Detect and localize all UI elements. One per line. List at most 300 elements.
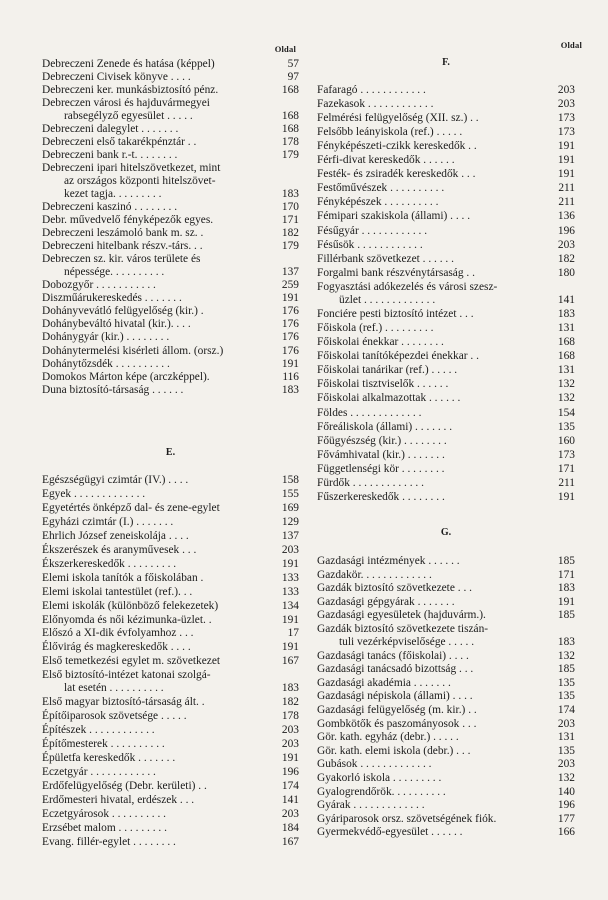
entry-title: Első biztosító-intézet katonai szolgá- [42,669,211,682]
entry-page-number: 196 [557,799,575,812]
index-entry [42,669,299,695]
entry-page-number: 168 [557,336,575,349]
entry-title: Domokos Márton képe (arczképpel). [42,370,210,383]
entry-page-number: 191 [557,595,575,608]
index-entry [317,718,575,731]
index-entry [317,168,575,181]
entry-page-number: 173 [557,112,575,125]
index-entry [317,449,575,462]
entry-title: Fényképészek . . . . . . . . . . [317,196,439,209]
entry-title: Elemi iskola tanítók a főiskolában . [42,571,204,584]
entry-title: Evang. fillér-egylet . . . . . . . . [42,835,176,848]
index-entry [42,214,299,227]
entry-title-continuation: kezet tagja. . . . . . . . . [64,188,162,201]
entry-title: Gazdasági akadémia . . . . . . . [317,676,451,689]
entry-title: Fazekasok . . . . . . . . . . . . [317,98,434,111]
entry-title: Fűszerkereskedők . . . . . . . . [317,490,445,503]
index-entry [42,696,299,709]
index-entry [317,308,575,321]
entry-page-number: 169 [281,501,299,514]
index-entry [42,808,299,821]
entry-title: Debreczen városi és hajduvármegyei [42,97,210,110]
entry-page-number: 196 [557,224,575,237]
index-entry [42,516,299,529]
index-entry [42,586,299,599]
entry-page-number: 135 [557,676,575,689]
entry-page-number: 176 [281,331,299,344]
index-entry [42,822,299,835]
entry-page-number: 135 [557,420,575,433]
index-entry [42,724,299,737]
entry-title: Erdőmesteri hivatal, erdészek . . . [42,794,195,807]
entry-page-number: 154 [557,406,575,419]
entry-page-number: 191 [557,168,575,181]
entry-title: Gubások . . . . . . . . . . . . . [317,758,432,771]
entry-title: Gazdasági gépgyárak . . . . . . . [317,595,455,608]
entry-page-number: 182 [281,696,299,709]
entry-title: Debreczeni kaszinó . . . . . . . . [42,201,178,214]
entry-page-number: 203 [557,98,575,111]
index-entry [42,766,299,779]
index-entry [317,786,575,799]
entry-page-number: 211 [558,196,575,209]
index-entry [42,794,299,807]
entry-title: Debreczeni Civisek könyve . . . . [42,71,191,84]
index-entry [42,292,299,305]
index-entry [42,58,299,71]
entry-title: Elemi iskolák (különböző felekezetek) [42,599,219,612]
entry-page-number: 132 [557,392,575,405]
entry-title: Diszműárukereskedés . . . . . . . [42,292,182,305]
entry-page-number: 191 [557,140,575,153]
entry-page-number: 131 [557,364,575,377]
index-entry [317,677,575,690]
entry-page-number: 168 [281,110,299,123]
index-entry [317,267,575,280]
entry-title: Fésűsök . . . . . . . . . . . . [317,238,423,251]
entry-title-continuation: rabsegélyző egyesület . . . . . [64,110,193,123]
entry-page-number: 176 [281,318,299,331]
entry-title: Felmérési felügyelőség (XII. sz.) . . [317,112,479,125]
entry-page-number: 203 [281,543,299,556]
entry-title: Férfi-divat kereskedők . . . . . . [317,154,455,167]
entry-title: Előnyomda és női kézimunka-üzlet. . [42,613,212,626]
entry-title: Főügyészség (kir.) . . . . . . . . [317,434,447,447]
index-entry [317,650,575,663]
entry-title: Egyek . . . . . . . . . . . . . [42,487,146,500]
index-entry [42,738,299,751]
entry-title: Egyházi czimtár (I.) . . . . . . . [42,515,174,528]
entry-title: Fémipari szakiskola (állami) . . . . [317,210,471,223]
entry-title-continuation: az országos központi hitelszövet- [64,175,216,188]
entry-page-number: 160 [557,434,575,447]
index-entry [42,655,299,668]
entry-page-number: 137 [281,266,299,279]
entry-page-number: 182 [281,227,299,240]
entry-page-number: 191 [557,490,575,503]
index-entry [317,154,575,167]
entry-page-number: 173 [557,126,575,139]
index-entry [42,279,299,292]
index-entry [317,239,575,252]
entry-title: Debreczen sz. kir. város területe és [42,253,201,266]
entry-page-number: 203 [557,758,575,771]
entry-title: Gör. kath. elemi iskola (debr.) . . . [317,744,471,757]
entry-title: Főreáliskola (állami) . . . . . . . [317,420,453,433]
entry-page-number: 203 [557,84,575,96]
entry-title-continuation: üzlet . . . . . . . . . . . . . [339,293,436,306]
entry-page-number: 183 [557,636,575,648]
entry-title: Egyetértés önképző dal- és zene-egylet [42,501,220,514]
entry-title: Főiskolai tanárikar (ref.) . . . . . [317,364,458,377]
entry-page-number: 168 [281,84,299,97]
index-entry [317,196,575,209]
entry-title: Gyárak . . . . . . . . . . . . . [317,799,425,812]
entry-page-number: 191 [557,154,575,167]
entry-title: Főiskola (ref.) . . . . . . . . . [317,322,434,335]
entry-page-number: 166 [557,826,575,839]
entry-page-number: 180 [557,266,575,279]
entry-title: Élővirág és magkereskedők . . . . [42,641,191,654]
index-entry [42,474,299,487]
entry-page-number: 191 [281,292,299,305]
entry-page-number: 171 [557,568,575,581]
index-entry [42,384,299,397]
entry-title: Gazdasági népiskola (állami) . . . . [317,690,473,703]
entry-page-number: 174 [557,704,575,716]
index-entry [42,558,299,571]
index-entry [42,502,299,515]
entry-page-number: 132 [557,772,575,784]
entry-page-number: 174 [281,780,299,793]
entry-page-number: 136 [557,210,575,223]
entry-title: Debreczeni első takarékpénztár . . [42,136,197,149]
entry-page-number: 131 [557,731,575,744]
entry-title: Főiskolai tanítóképezdei énekkar . . [317,350,479,363]
entry-title: Földes . . . . . . . . . . . . . [317,406,422,419]
entry-page-number: 191 [281,357,299,370]
index-entry [317,281,575,307]
entry-title: Gyermekvédő-egyesület . . . . . . [317,826,463,839]
entry-page-number: 131 [557,322,575,335]
entry-page-number: 167 [281,655,299,668]
entry-page-number: 133 [281,571,299,584]
entry-title: Gyakorló iskola . . . . . . . . . [317,772,442,784]
index-entry [317,378,575,391]
entry-title: Festőművészek . . . . . . . . . . [317,182,445,195]
entry-page-number: 179 [281,149,299,162]
entry-page-number: 133 [281,585,299,598]
entry-title: Ékszerkereskedők . . . . . . . . . [42,557,177,570]
entry-title: Debr. művedvelő fényképezők egyes. [42,214,214,227]
index-entry [317,336,575,349]
index-entry [317,225,575,238]
entry-title: Eczetgyár . . . . . . . . . . . . [42,766,156,779]
entry-page-number: 141 [281,794,299,807]
entry-title: Ékszerészek és aranyművesek . . . [42,543,197,556]
index-entry [317,407,575,420]
entry-page-number: 132 [557,378,575,391]
entry-page-number: 183 [281,682,299,695]
entry-title: Építőiparosok szövetsége . . . . . [42,710,187,723]
index-entry [42,627,299,640]
entry-page-number: 179 [281,240,299,253]
entry-title-continuation: tuli vezérképviselősége . . . . . [339,636,475,648]
entry-title: Forgalmi bank részvénytársaság . . [317,266,475,279]
section-heading-f: F. [442,57,450,68]
index-entry [317,555,575,568]
entry-page-number: 171 [557,462,575,475]
index-entry [42,710,299,723]
entry-page-number: 176 [281,305,299,318]
index-entry [42,162,299,201]
index-entry [42,253,299,279]
entry-title: Előszó a XI-dik évfolyamhoz . . . [42,627,194,640]
index-entry [42,97,299,123]
entry-title: Debreczeni leszámoló bank m. sz. . [42,227,204,240]
index-entry [42,641,299,654]
entry-title: Debreczeni bank r.-t. . . . . . . . [42,149,178,162]
entry-title: Ehrlich József zeneiskolája . . . . [42,529,189,542]
index-entry [42,71,299,84]
entry-page-number: 191 [281,752,299,765]
index-entry [317,758,575,771]
index-entry [317,731,575,744]
index-entry [42,227,299,240]
entry-page-number: 185 [557,555,575,567]
index-entry [317,772,575,785]
entry-title: Egészségügyi czimtár (IV.) . . . . [42,474,189,486]
entry-title: Fésűgyár . . . . . . . . . . . . [317,224,428,237]
entry-title: Fafaragó . . . . . . . . . . . . [317,84,426,96]
index-entry [42,240,299,253]
entry-title: Gazdasági felügyelőség (m. kir.) . . [317,704,477,716]
entry-title: Debreczeni ker. munkásbiztosító pénz. [42,84,219,97]
index-entry [42,201,299,214]
entry-title: Felsőbb leányiskola (ref.) . . . . . [317,126,463,139]
index-entry [317,112,575,125]
index-entry [317,491,575,504]
entry-page-number: 183 [557,582,575,595]
entry-page-number: 129 [281,515,299,528]
index-entry [42,358,299,371]
entry-page-number: 185 [557,609,575,622]
entry-page-number: 137 [281,529,299,542]
entry-title: Debreczeni ipari hitelszövetkezet, mint [42,162,221,175]
entry-title: Fillérbank szövetkezet . . . . . . [317,252,454,265]
entry-title: Fogyasztási adókezelés és városi szesz- [317,280,498,293]
entry-title: Főiskolai alkalmazottak . . . . . . [317,392,461,405]
entry-page-number: 211 [558,476,575,489]
index-entry [317,690,575,703]
index-entry [317,392,575,405]
entry-title: Dohányvevátló felügyelőség (kir.) . [42,305,204,318]
index-entry [317,463,575,476]
entry-title: Gazdasági intézmények . . . . . . [317,555,460,567]
index-entry [317,704,575,717]
entry-title: Gazdasági tanács (főiskolai) . . . . [317,649,469,662]
entry-title: Függetlenségi kör . . . . . . . . [317,462,445,475]
index-entry [42,345,299,358]
entry-page-number: 97 [287,71,299,84]
entry-title: Építőmesterek . . . . . . . . . . [42,738,165,751]
entry-title: Főiskolai tisztviselők . . . . . . [317,378,449,391]
entry-page-number: 184 [281,822,299,834]
index-entry [317,140,575,153]
index-entry [317,435,575,448]
index-entry [317,799,575,812]
entry-page-number: 183 [557,308,575,321]
index-entry [317,826,575,839]
index-entry [317,322,575,335]
index-entry [317,210,575,223]
entry-page-number: 183 [281,188,299,201]
index-entry [42,318,299,331]
entry-title: Első temetkezési egylet m. szövetkezet [42,655,221,668]
entry-title: Debreczeni hitelbank részv.-társ. . . [42,240,203,253]
entry-title: Festék- és zsiradék kereskedők . . . [317,168,476,181]
entry-page-number: 183 [281,383,299,396]
index-entry [42,572,299,585]
index-entry [317,253,575,266]
entry-page-number: 176 [281,344,299,357]
index-entry [42,780,299,793]
entry-page-number: 170 [281,201,299,214]
section-heading-e: E. [165,447,176,458]
index-entry [317,663,575,676]
entry-page-number: 178 [281,136,299,149]
entry-title: Gazdakör. . . . . . . . . . . . . [317,568,432,581]
entry-title: Elemi iskolai tantestület (ref.). . . [42,585,193,598]
entry-page-number: 168 [281,123,299,136]
entry-title: Gör. kath. egyház (debr.) . . . . . [317,731,459,744]
index-entry [317,477,575,490]
entry-page-number: 116 [282,370,299,383]
index-entry [317,609,575,622]
section-heading-g: G. [440,527,452,538]
entry-page-number: 57 [287,58,299,70]
entry-page-number: 168 [557,350,575,363]
entry-title: Fényképészeti-czikk kereskedők . . [317,140,477,153]
entry-title: Eczetgyárosok . . . . . . . . . . [42,808,167,821]
index-entry [317,596,575,609]
index-entry [42,305,299,318]
entry-title: Épületfa kereskedők . . . . . . . [42,752,176,765]
entry-page-number: 203 [557,717,575,730]
entry-page-number: 173 [557,448,575,461]
index-entry [317,745,575,758]
index-entry [42,123,299,136]
index-entry [42,544,299,557]
entry-title: Debreczeni Zenede és hatása (képpel) [42,58,215,70]
entry-title: Gazdasági egyesületek (hajduvárm.). [317,609,486,622]
entry-page-number: 259 [281,279,299,292]
entry-page-number: 191 [281,613,299,626]
index-entry [317,813,575,826]
entry-title: Fővámhivatal (kir.) . . . . . . . [317,448,445,461]
index-entry [42,136,299,149]
entry-title: Gyáriparosok orsz. szövetségének fiók. [317,812,497,825]
index-entry [42,752,299,765]
index-entry [42,488,299,501]
entry-title-continuation: lat esetén . . . . . . . . . . [64,682,164,695]
entry-page-number: 135 [557,744,575,757]
index-entry [42,836,299,849]
index-entry [42,371,299,384]
entry-title: Duna biztosító-társaság . . . . . . [42,383,184,396]
entry-page-number: 191 [281,557,299,570]
entry-title: Debreczeni dalegylet . . . . . . . [42,123,179,136]
entry-page-number: 177 [557,812,575,825]
index-entry [317,582,575,595]
index-entry [42,614,299,627]
entry-page-number: 140 [557,785,575,798]
entry-title: Dohánytőzsdék . . . . . . . . . . [42,357,170,370]
entry-page-number: 203 [281,738,299,751]
entry-title-continuation: népessége. . . . . . . . . . [64,266,165,279]
entry-page-number: 182 [557,252,575,265]
entry-page-number: 203 [281,808,299,821]
index-entry [317,623,575,649]
entry-page-number: 158 [281,474,299,486]
entry-title: Főiskolai énekkar . . . . . . . . [317,336,444,349]
entry-title: Építészek . . . . . . . . . . . . [42,724,155,737]
entry-page-number: 203 [557,238,575,251]
entry-page-number: 17 [287,627,299,640]
entry-page-number: 178 [281,710,299,723]
entry-page-number: 132 [557,649,575,662]
index-entry [317,182,575,195]
entry-title: Fonciére pesti biztosító intézet . . . [317,308,474,321]
entry-title: Erzsébet malom . . . . . . . . . [42,822,167,834]
index-entry [317,569,575,582]
entry-title: Dobozgyőr . . . . . . . . . . . [42,279,156,292]
entry-title: Gazdák biztosító szövetkezete . . . [317,582,472,595]
entry-page-number: 134 [281,599,299,612]
entry-page-number: 196 [281,766,299,779]
entry-page-number: 155 [281,487,299,500]
index-entry [317,98,575,111]
entry-page-number: 211 [558,182,575,195]
index-entry [42,530,299,543]
entry-title: Gazdasági tanácsadó bizottság . . . [317,663,474,676]
entry-page-number: 171 [281,214,299,227]
entry-title: Gombkötők és paszományosok . . . [317,717,477,730]
entry-page-number: 141 [557,293,575,306]
page-column-header-right: Oldal [560,40,582,50]
index-entry [317,84,575,97]
entry-title: Első magyar biztosító-társaság ált. . [42,696,205,709]
entry-title: Erdőfelügyelőség (Debr. kerületi) . . [42,780,207,793]
entry-page-number: 167 [281,835,299,848]
index-entry [317,350,575,363]
entry-title: Fürdők . . . . . . . . . . . . . [317,476,424,489]
entry-title: Dohánybeváltó hivatal (kir.). . . . [42,318,191,331]
index-entry [317,126,575,139]
index-entry [317,364,575,377]
index-entry [317,421,575,434]
entry-page-number: 135 [557,690,575,703]
entry-page-number: 191 [281,641,299,654]
index-entry [42,600,299,613]
index-entry [42,84,299,97]
page-column-header-left: Oldal [274,44,296,54]
entry-page-number: 185 [557,663,575,676]
entry-title: Dohánytermelési kisérleti állom. (orsz.) [42,344,224,357]
index-entry [42,331,299,344]
index-entry [42,149,299,162]
entry-title: Gyalogrendőrök. . . . . . . . . . [317,785,446,798]
